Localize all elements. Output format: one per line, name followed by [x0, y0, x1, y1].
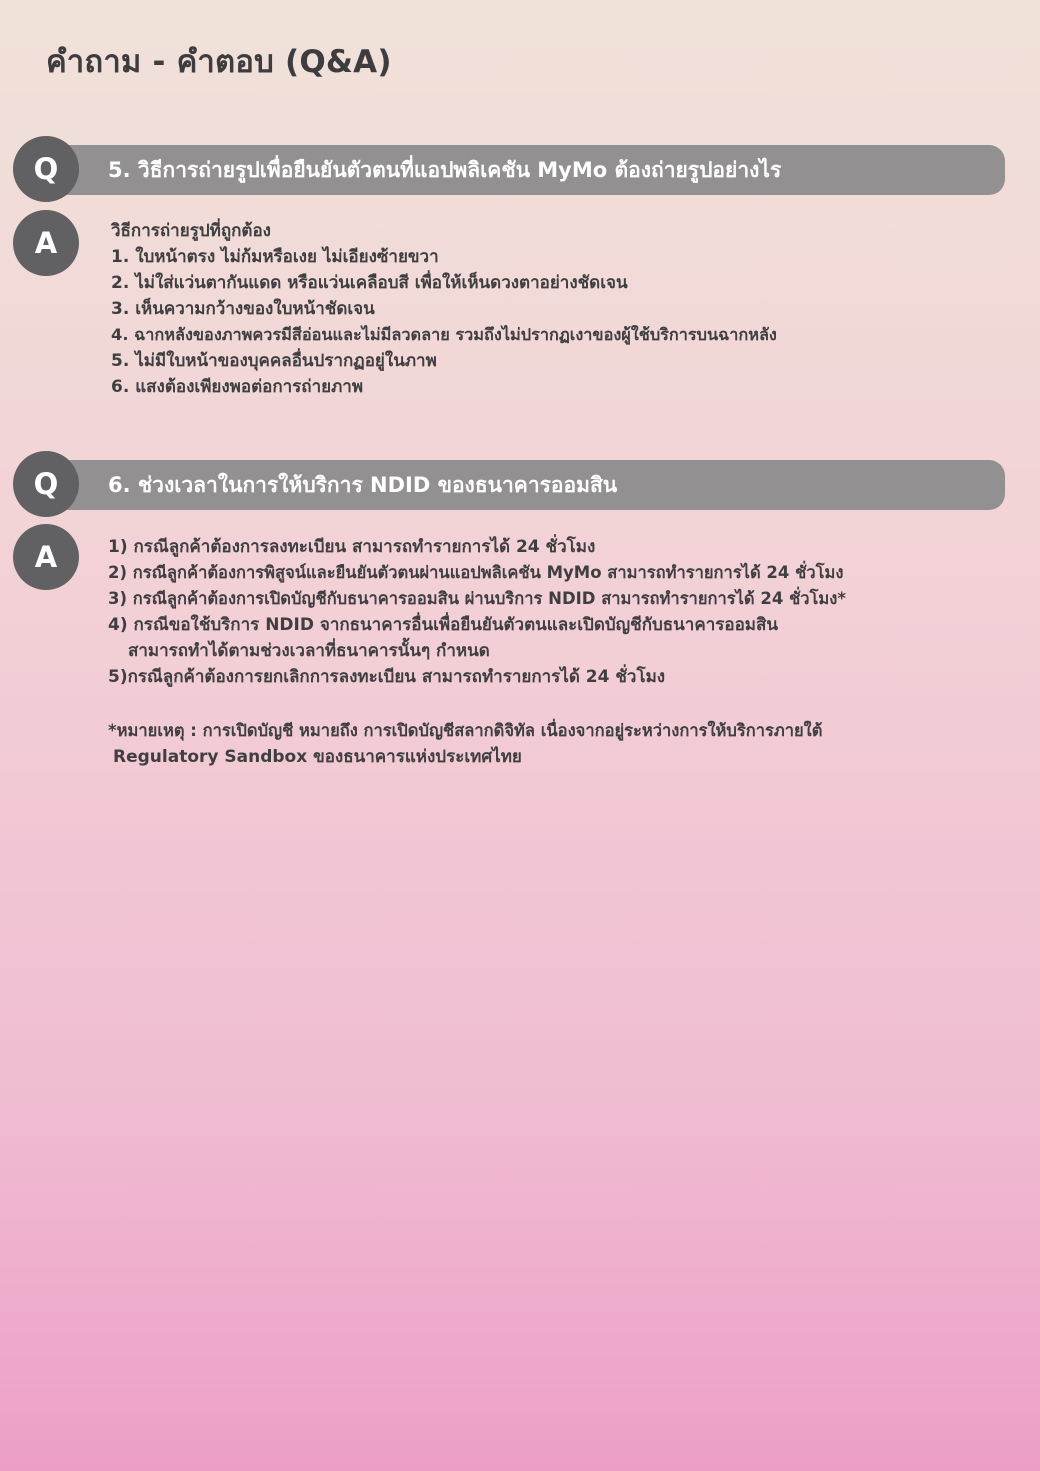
- answer-line: 2) กรณีลูกค้าต้องการพิสูจน์และยืนยันตัวตนผ่านแอปพลิเคชัน MyMo สามารถทำรายการได้ 24 ชั่วโมง: [108, 563, 844, 582]
- answer-badge: A: [13, 524, 79, 590]
- page-title: คำถาม - คำตอบ (Q&A): [46, 44, 392, 80]
- answer-line: 1. ใบหน้าตรง ไม่ก้มหรือเงย ไม่เอียงซ้ายขวา: [111, 247, 439, 267]
- answer-line: 5)กรณีลูกค้าต้องการยกเลิกการลงทะเบียน สามารถทำรายการได้ 24 ชั่วโมง: [108, 667, 666, 687]
- question-text: 6. ช่วงเวลาในการให้บริการ NDID ของธนาคารออมสิน: [108, 473, 618, 497]
- answer-line: วิธีการถ่ายรูปที่ถูกต้อง: [111, 221, 271, 241]
- question-badge: Q: [13, 451, 79, 517]
- question-badge: Q: [13, 136, 79, 202]
- answer-line: 4) กรณีขอใช้บริการ NDID จากธนาคารอื่นเพื่อยืนยันตัวตนและเปิดบัญชีกับธนาคารออมสิน: [108, 615, 779, 635]
- answer-line: 4. ฉากหลังของภาพควรมีสีอ่อนและไม่มีลวดลาย รวมถึงไม่ปรากฏเงาของผู้ใช้บริการบนฉากหลัง: [111, 325, 777, 344]
- answer-line: 3) กรณีลูกค้าต้องการเปิดบัญชีกับธนาคารออมสิน ผ่านบริการ NDID สามารถทำรายการได้ 24 ชั่วโมง*: [108, 589, 846, 608]
- note-line: Regulatory Sandbox ของธนาคารแห่งประเทศไทย: [113, 747, 522, 767]
- question-text: 5. วิธีการถ่ายรูปเพื่อยืนยันตัวตนที่แอปพลิเคชัน MyMo ต้องถ่ายรูปอย่างไร: [108, 158, 782, 182]
- answer-line: สามารถทำได้ตามช่วงเวลาที่ธนาคารนั้นๆ กำหนด: [128, 641, 490, 661]
- note-line: *หมายเหตุ : การเปิดบัญชี หมายถึง การเปิดบัญชีสลากดิจิทัล เนื่องจากอยู่ระหว่างการให้บริการภายใต้: [108, 721, 823, 740]
- answer-line: 1) กรณีลูกค้าต้องการลงทะเบียน สามารถทำรายการได้ 24 ชั่วโมง: [108, 537, 596, 557]
- answer-line: 5. ไม่มีใบหน้าของบุคคลอื่นปรากฏอยู่ในภาพ: [111, 351, 437, 371]
- answer-line: 3. เห็นความกว้างของใบหน้าชัดเจน: [111, 299, 375, 319]
- answer-badge: A: [13, 210, 79, 276]
- answer-line: 6. แสงต้องเพียงพอต่อการถ่ายภาพ: [111, 377, 364, 397]
- answer-line: 2. ไม่ใส่แว่นตากันแดด หรือแว่นเคลือบสี เพื่อให้เห็นดวงตาอย่างชัดเจน: [111, 273, 628, 293]
